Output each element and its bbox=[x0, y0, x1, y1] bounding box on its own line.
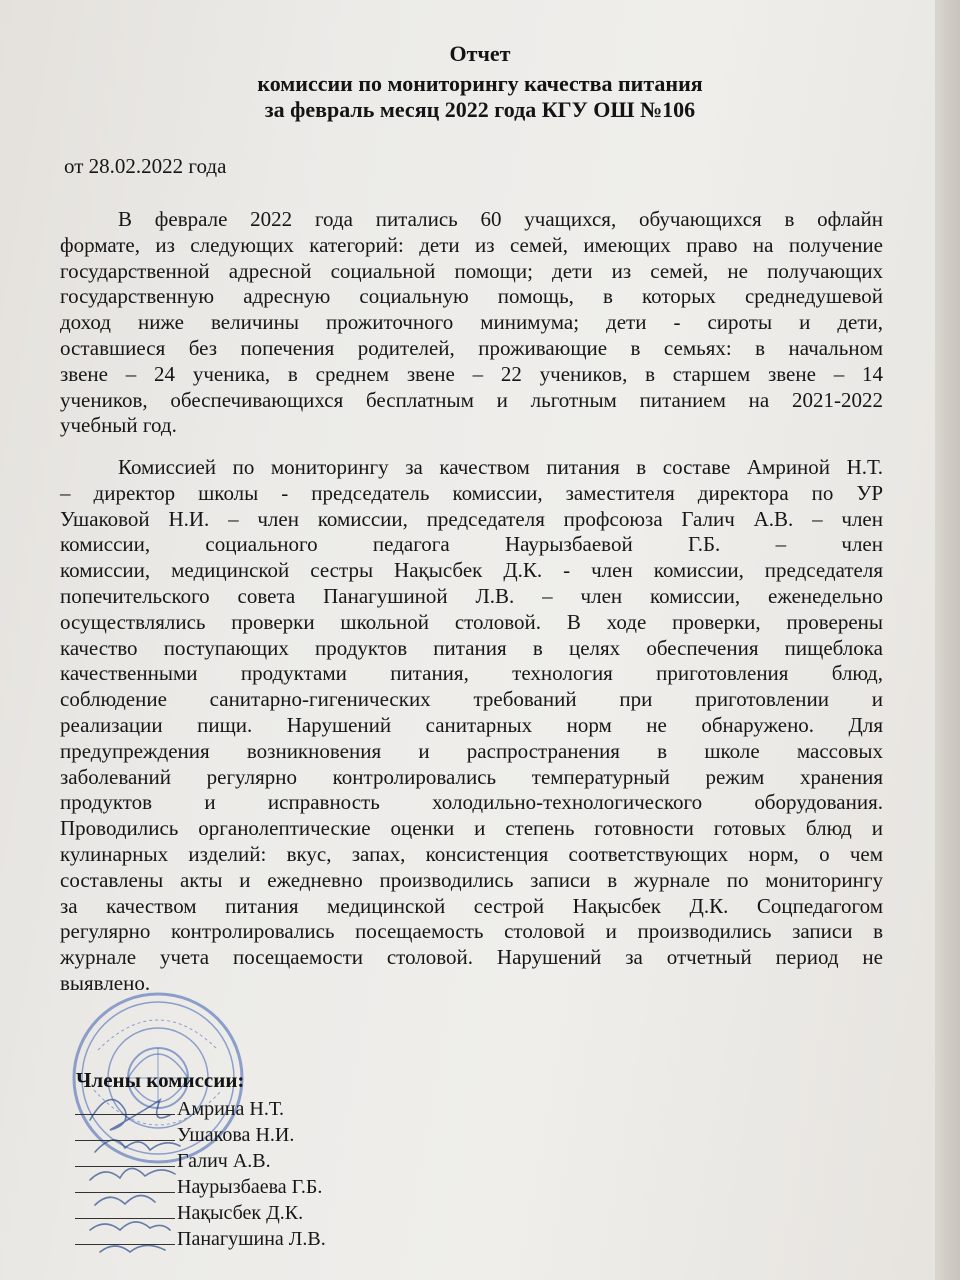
page-edge-shadow bbox=[935, 0, 960, 1280]
report-date: от 28.02.2022 года bbox=[64, 154, 227, 178]
paragraph-line: Ушаковой Н.И. – член комиссии, председателя профсоюза Галич А.В. – член bbox=[60, 506, 883, 531]
paragraph-line: – директор школы - председатель комиссии, заместителя директора по УР bbox=[60, 480, 883, 505]
paragraph-line: звене – 24 ученика, в среднем звене – 22 учеников, в старшем звене – 14 bbox=[60, 361, 883, 386]
member-name: Ушакова Н.И. bbox=[177, 1124, 295, 1146]
paragraph-line: соблюдение санитарно-гигенических требований при приготовлении и bbox=[60, 687, 883, 712]
paragraph-2 bbox=[60, 455, 883, 997]
member-row bbox=[75, 1176, 322, 1199]
paragraph-line: комиссии, социального педагога Наурызбаевой Г.Б. – член bbox=[60, 532, 883, 557]
member-row bbox=[75, 1098, 284, 1121]
member-row bbox=[75, 1228, 326, 1251]
report-subtitle: комиссии по мониторингу качества питания bbox=[257, 71, 703, 96]
signature-line bbox=[75, 1152, 175, 1167]
paragraph-line: предупреждения возникновения и распространения в школе массовых bbox=[60, 738, 883, 763]
paragraph-line: государственной адресной социальной помощи; дети из семей, не получающих bbox=[60, 258, 883, 283]
paragraph-1 bbox=[60, 207, 883, 439]
report-period: за февраль месяц 2022 года КГУ ОШ №106 bbox=[264, 97, 696, 122]
signature-line bbox=[75, 1178, 175, 1193]
paragraph-line: регулярно контролировались посещаемость столовой и производились записи в bbox=[60, 919, 883, 944]
paragraph-line: учеников, обеспечивающихся бесплатным и льготным питанием на 2021-2022 bbox=[60, 387, 883, 412]
paragraph-line: оставшиеся без попечения родителей, проживающие в семьях: в начальном bbox=[60, 335, 883, 360]
member-name: Наурызбаева Г.Б. bbox=[177, 1176, 323, 1198]
signature-line bbox=[75, 1100, 175, 1115]
paragraph-line: выявлено. bbox=[60, 970, 151, 995]
member-row bbox=[75, 1124, 294, 1147]
member-row bbox=[75, 1202, 303, 1225]
signature-line bbox=[75, 1230, 175, 1245]
paragraph-line: доход ниже величины прожиточного минимума; дети - сироты и дети, bbox=[60, 310, 883, 335]
paragraph-line: журнале учета посещаемости столовой. Нарушений за отчетный период не bbox=[60, 945, 883, 970]
paragraph-line: формате, из следующих категорий: дети из семей, имеющих право на получение bbox=[60, 232, 883, 257]
paragraph-line: заболеваний регулярно контролировались температурный режим хранения bbox=[60, 764, 883, 789]
member-name: Галич А.В. bbox=[177, 1150, 271, 1172]
paragraph-line: комиссии, медицинской сестры Нақысбек Д.К. - член комиссии, председателя bbox=[60, 558, 883, 583]
paragraph-line: попечительского совета Панагушиной Л.В. – член комиссии, еженедельно bbox=[60, 583, 883, 608]
report-title: Отчет bbox=[449, 41, 511, 66]
signature-line bbox=[75, 1126, 175, 1141]
paragraph-line: составлены акты и ежедневно производились записи в журнале по мониторингу bbox=[60, 867, 883, 892]
paragraph-line: реализации пищи. Нарушений санитарных норм не обнаружено. Для bbox=[60, 712, 883, 737]
paragraph-line: продуктов и исправность холодильно-технологического оборудования. bbox=[60, 790, 883, 815]
paragraph-line: Проводились органолептические оценки и степень готовности готовых блюд и bbox=[60, 816, 883, 841]
paragraph-line: качество поступающих продуктов питания в целях обеспечения пищеблока bbox=[60, 635, 883, 660]
signature-line bbox=[75, 1204, 175, 1219]
member-row bbox=[75, 1150, 271, 1173]
paragraph-line: качественными продуктами питания, технология приготовления блюд, bbox=[60, 661, 883, 686]
member-name: Амрина Н.Т. bbox=[177, 1098, 285, 1120]
paragraph-line: за качеством питания медицинской сестрой Нақысбек Д.К. Соцпедагогом bbox=[60, 893, 883, 918]
paragraph-line: учебный год. bbox=[60, 413, 177, 438]
paragraph-line: В феврале 2022 года питались 60 учащихся, обучающихся в офлайн bbox=[118, 207, 883, 231]
paragraph-line: кулинарных изделий: вкус, запах, консистенция соответствующих норм, о чем bbox=[60, 841, 883, 866]
paragraph-line: государственную адресную социальную помощь, в которых среднедушевой bbox=[60, 284, 883, 309]
members-title: Члены комиссии: bbox=[76, 1068, 245, 1092]
paragraph-line: осуществлялись проверки школьной столовой. В ходе проверки, проверены bbox=[60, 609, 883, 634]
member-name: Нақысбек Д.К. bbox=[177, 1202, 304, 1224]
member-name: Панагушина Л.В. bbox=[177, 1228, 326, 1250]
paragraph-line: Комиссией по мониторингу за качеством питания в составе Амриной Н.Т. bbox=[118, 455, 883, 479]
